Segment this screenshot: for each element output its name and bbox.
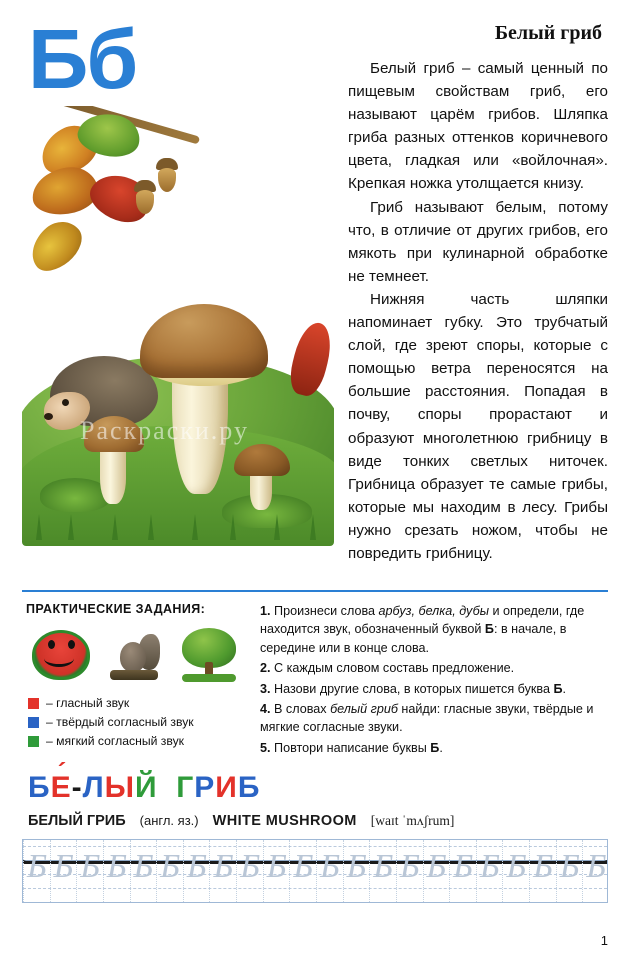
- practice-letter-guide: Б: [426, 848, 447, 885]
- color-word-letter: [158, 771, 177, 805]
- vowel-color-swatch: [28, 698, 39, 709]
- task-number: 3.: [260, 681, 275, 696]
- task-text: Б: [553, 681, 563, 696]
- practice-letter-guide: Б: [586, 848, 607, 885]
- squirrel-stand: [110, 670, 158, 680]
- grass-icon: [274, 514, 280, 540]
- task-text: Повтори написание буквы: [274, 740, 431, 755]
- practice-letter-guide: Б: [453, 848, 474, 885]
- task-text: найди: гласные звуки, твёрдые и мягкие согласные звуки.: [260, 701, 594, 735]
- soft-consonant-color-swatch: [28, 736, 39, 747]
- task-number: 1.: [260, 604, 275, 618]
- practice-guide-line: [236, 840, 237, 902]
- section-divider: [22, 590, 608, 592]
- task-number: 5.: [260, 740, 275, 755]
- tasks-section: [22, 602, 608, 759]
- watermelon-smile: [44, 650, 74, 667]
- practice-guide-line: [263, 840, 264, 902]
- practice-guide-line: [502, 840, 503, 902]
- practice-letter-guide: Б: [346, 848, 367, 885]
- article-title: Белый гриб: [494, 22, 602, 44]
- task-text: и определи, где находится звук, обозначенный буквой: [260, 604, 585, 637]
- task-text: В словах: [274, 701, 331, 716]
- practice-guide-line: [156, 840, 157, 902]
- hedgehog-eye: [62, 399, 69, 406]
- oak-tree-picture: [178, 624, 242, 682]
- task-text: Б: [430, 740, 440, 755]
- practice-guide-line: [209, 840, 210, 902]
- illustration-column: [22, 12, 334, 578]
- color-word-letter: Б: [28, 771, 51, 804]
- grass-icon: [310, 514, 316, 540]
- practice-letter-guide: Б: [27, 848, 48, 885]
- color-word-letter: Е ´: [51, 771, 72, 805]
- practice-guide-line: [396, 840, 397, 902]
- task-text: .: [439, 740, 443, 755]
- task-item: [260, 602, 608, 657]
- practice-letter-guide: Б: [293, 848, 314, 885]
- color-word-letter: Й: [135, 771, 158, 804]
- practice-guide-line: [183, 840, 184, 902]
- legend-item: [28, 715, 250, 729]
- task-number: 2.: [260, 661, 275, 676]
- translation-russian: БЕЛЫЙ ГРИБ: [28, 813, 126, 829]
- watermelon-eye: [68, 640, 75, 649]
- practice-letter-guide: Б: [186, 848, 207, 885]
- article-body: [348, 57, 608, 565]
- practice-letter-guide: Б: [320, 848, 341, 885]
- grass-icon: [230, 514, 236, 540]
- practice-guide-line: [23, 840, 24, 902]
- article-column: [334, 18, 608, 578]
- legend-item: [28, 696, 250, 710]
- practice-guide-line: [76, 840, 77, 902]
- practice-guide-line: [130, 840, 131, 902]
- color-word-letter: И: [215, 771, 238, 804]
- practice-guide-line: [556, 840, 557, 902]
- watermark: Раскраски.ру: [80, 415, 249, 445]
- hard-consonant-color-swatch: [28, 717, 39, 728]
- practice-guide-line: [476, 840, 477, 902]
- legend-label: – гласный звук: [46, 696, 130, 710]
- tasks-heading: ПРАКТИЧЕСКИЕ ЗАДАНИЯ:: [26, 602, 206, 616]
- grass-icon: [112, 514, 118, 540]
- color-word-letter: Р: [194, 771, 216, 804]
- tasks-right-column: [250, 602, 608, 759]
- practice-guide-line: [582, 840, 583, 902]
- legend-label: – мягкий согласный звук: [46, 734, 184, 748]
- page-title: Бб: [28, 12, 137, 106]
- practice-letter-guide: Б: [106, 848, 127, 885]
- task-text: Назови другие слова, в которых пишется буква: [274, 681, 554, 696]
- task-text: Произнеси слова: [274, 604, 379, 618]
- practice-letter-guide: Б: [240, 848, 261, 885]
- practice-letter-guide: Б: [213, 848, 234, 885]
- grass-icon: [68, 514, 74, 540]
- legend-label: – твёрдый согласный звук: [46, 715, 194, 729]
- tree-ground: [182, 674, 236, 682]
- task-text: : в начале, в середине или в конце слова.: [260, 622, 567, 655]
- practice-guide-line: [369, 840, 370, 902]
- practice-letter-guide: Б: [533, 848, 554, 885]
- practice-rule-line: [23, 888, 607, 889]
- practice-letter-guide: Б: [559, 848, 580, 885]
- task-number: 4.: [260, 701, 275, 716]
- task-item: [260, 700, 608, 737]
- color-coded-word: [28, 771, 608, 805]
- watermelon-picture: [30, 624, 94, 682]
- practice-letter-guide: Б: [373, 848, 394, 885]
- practice-guide-line: [103, 840, 104, 902]
- practice-letter-guide: Б: [399, 848, 420, 885]
- article-paragraph: Белый гриб – самый ценный по пищевым свойствам гриб, его называют царём грибов. Шляпка гриба разных оттенков коричневого цвета, гладкая или «войлочная». Крепкая ножка утолщается книзу.: [348, 60, 608, 193]
- practice-rule-line: [23, 846, 607, 847]
- practice-guide-line: [289, 840, 290, 902]
- illustration: [22, 106, 334, 546]
- task-text: .: [562, 681, 567, 696]
- task-text: С каждым словом составь предложение.: [274, 661, 515, 676]
- tasks-left-column: [22, 602, 250, 759]
- task-item: [260, 680, 608, 698]
- practice-guide-line: [449, 840, 450, 902]
- color-word-letter: Л: [82, 771, 105, 804]
- color-word-letter: Б: [237, 771, 261, 804]
- watermelon-eye: [48, 640, 55, 649]
- color-word-letter: -: [71, 771, 83, 804]
- task-text: Б: [484, 622, 494, 637]
- grass-icon: [192, 514, 198, 540]
- task-text: арбуз, белка, дубы: [378, 604, 489, 618]
- translation-english: WHITE MUSHROOM: [212, 813, 357, 829]
- practice-guide-line: [529, 840, 530, 902]
- top-section: [22, 12, 608, 578]
- practice-letter-guide: Б: [479, 848, 500, 885]
- practice-guide-line: [423, 840, 424, 902]
- page-number: 1: [600, 933, 608, 948]
- task-item: [260, 739, 608, 757]
- handwriting-practice-area[interactable]: [22, 839, 608, 903]
- practice-letter-guide: Б: [160, 848, 181, 885]
- grass-icon: [36, 514, 42, 540]
- practice-letter-guide: Б: [80, 848, 101, 885]
- hedgehog-nose: [44, 413, 53, 420]
- practice-guide-line: [343, 840, 344, 902]
- practice-letter-guide: Б: [266, 848, 287, 885]
- task-picture-row: [30, 624, 250, 682]
- article-paragraph: Нижняя часть шляпки напоминает губку. Это трубчатый слой, где зреют споры, которые с помощью ветра переносятся на большие расстояния. Попадая в почву, споры прорастают и образуют многолетнюю грибницу в виде тонких светлых ниточек. Грибница образует те самые грибы, которые мы находим в лесу. Грибы нужно срезать ножом, чтобы не повредить грибницу.: [348, 290, 608, 562]
- sound-legend: [28, 696, 250, 748]
- task-list: [260, 602, 608, 757]
- legend-item: [28, 734, 250, 748]
- practice-letter-guide: Б: [506, 848, 527, 885]
- article-paragraph: Гриб называют белым, потому что, в отличие от других грибов, его мякоть при кулинарной обработке не темнеет.: [348, 198, 608, 285]
- squirrel-icon: [120, 642, 146, 672]
- task-item: [260, 659, 608, 677]
- grass-icon: [148, 514, 154, 540]
- practice-guide-line: [50, 840, 51, 902]
- color-word-letter: Г: [176, 771, 195, 804]
- squirrel-picture: [104, 624, 168, 682]
- practice-letter-guide: Б: [53, 848, 74, 885]
- practice-letter-guide: Б: [133, 848, 154, 885]
- translation-language-note: (англ. яз.): [139, 813, 199, 828]
- task-text: белый гриб: [330, 701, 398, 716]
- color-word-letter: Ы: [104, 771, 136, 804]
- practice-guide-line: [316, 840, 317, 902]
- translation-row: [28, 813, 608, 829]
- translation-ipa: [waɪt ˈmʌʃrum]: [370, 813, 455, 828]
